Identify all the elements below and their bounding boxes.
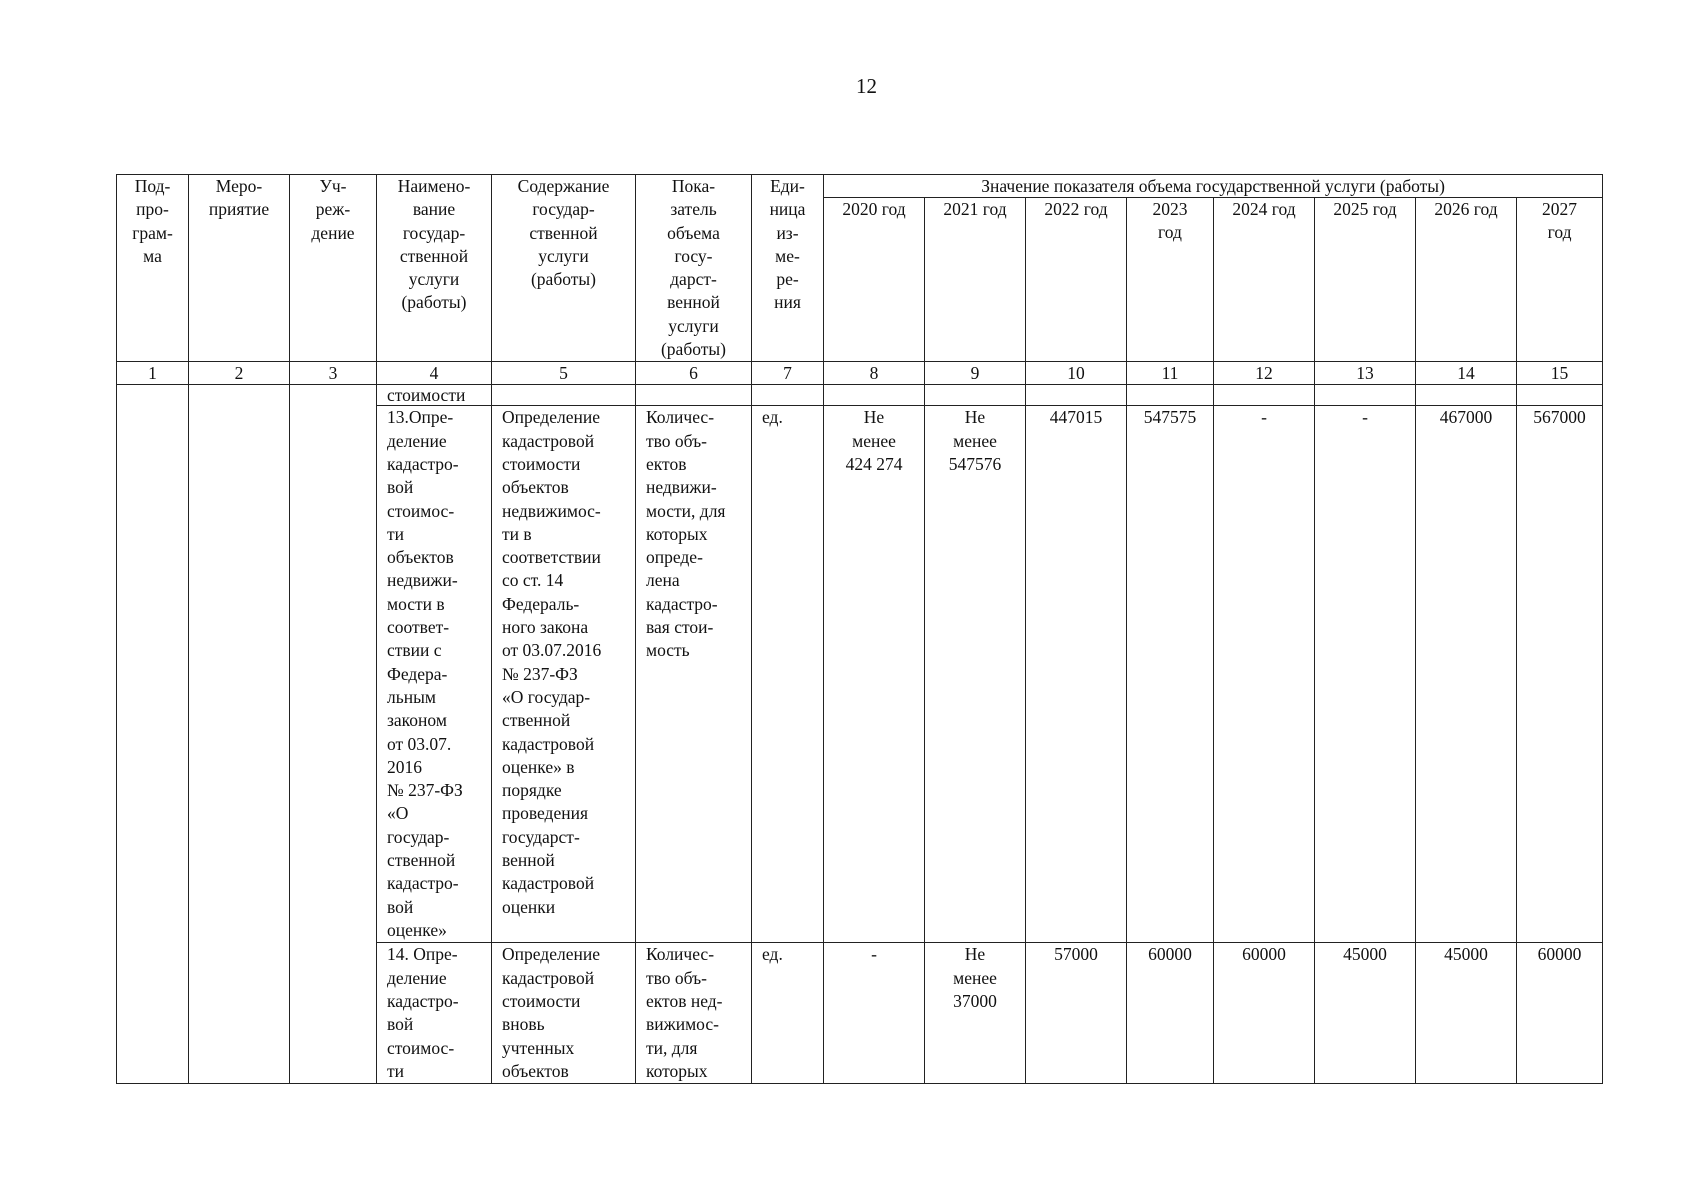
header-year-2023: 2023 год xyxy=(1127,198,1214,362)
column-number: 7 xyxy=(752,362,824,385)
column-number: 9 xyxy=(925,362,1026,385)
value-2024: - xyxy=(1214,406,1315,943)
value-2020: Не менее 424 274 xyxy=(824,406,925,943)
column-number: 15 xyxy=(1517,362,1603,385)
value-2027: 567000 xyxy=(1517,406,1603,943)
column-number: 1 xyxy=(117,362,189,385)
service-content-cell: Определение кадастровой стоимости вновь учтенных объектов xyxy=(492,943,636,1084)
value-2022: 57000 xyxy=(1026,943,1127,1084)
value-2020: - xyxy=(824,943,925,1084)
column-number: 4 xyxy=(377,362,492,385)
header-year-2020: 2020 год xyxy=(824,198,925,362)
column-number: 8 xyxy=(824,362,925,385)
indicator-cell: Количес- тво объ- ектов недвижи- мости, для которых опреде- лена кадастро- вая стои- мость xyxy=(636,406,752,943)
column-number: 6 xyxy=(636,362,752,385)
activity-cell xyxy=(189,385,290,1084)
header-subprogram: Под- про- грам- ма xyxy=(117,175,189,362)
value-2024: 60000 xyxy=(1214,943,1315,1084)
value-2022: 447015 xyxy=(1026,406,1127,943)
institution-cell xyxy=(290,385,377,1084)
header-indicator-values-group: Значение показателя объема государственной услуги (работы) xyxy=(824,175,1603,198)
header-volume-indicator: Пока- затель объема госу- дарст- венной услуги (работы) xyxy=(636,175,752,362)
continuation-row xyxy=(117,385,1603,406)
page-number: 12 xyxy=(856,74,877,98)
column-number: 13 xyxy=(1315,362,1416,385)
value-2026: 467000 xyxy=(1416,406,1517,943)
column-number: 10 xyxy=(1026,362,1127,385)
header-unit: Еди- ница из- ме- ре- ния xyxy=(752,175,824,362)
value-2027: 60000 xyxy=(1517,943,1603,1084)
subprogram-cell xyxy=(117,385,189,1084)
value-2021: Не менее 547576 xyxy=(925,406,1026,943)
value-2025: 45000 xyxy=(1315,943,1416,1084)
service-name-cell: 14. Опре- деление кадастро- вой стоимос- ти xyxy=(377,943,492,1084)
value-2025: - xyxy=(1315,406,1416,943)
column-number: 12 xyxy=(1214,362,1315,385)
services-volume-table xyxy=(116,174,1603,1084)
indicator-cell: Количес- тво объ- ектов нед- вижимос- ти, для которых xyxy=(636,943,752,1084)
header-year-2024: 2024 год xyxy=(1214,198,1315,362)
header-institution: Уч- реж- дение xyxy=(290,175,377,362)
service-name-cell: 13.Опре- деление кадастро- вой стоимос- ти объектов недвижи- мости в соответ- ствии с Федера- льным законом от 03.07. 2016 № 237-ФЗ «О государ- ственной кадастро- вой оценке» xyxy=(377,406,492,943)
unit-cell: ед. xyxy=(752,406,824,943)
continuation-text: стоимости xyxy=(377,385,492,406)
header-service-name: Наимено- вание государ- ственной услуги (работы) xyxy=(377,175,492,362)
value-2023: 547575 xyxy=(1127,406,1214,943)
header-year-2027: 2027 год xyxy=(1517,198,1603,362)
column-number: 11 xyxy=(1127,362,1214,385)
column-number: 3 xyxy=(290,362,377,385)
value-2026: 45000 xyxy=(1416,943,1517,1084)
unit-cell: ед. xyxy=(752,943,824,1084)
value-2023: 60000 xyxy=(1127,943,1214,1084)
header-year-2025: 2025 год xyxy=(1315,198,1416,362)
service-content-cell: Определение кадастровой стоимости объектов недвижимос- ти в соответствии со ст. 14 Федераль- ного закона от 03.07.2016 № 237-ФЗ «О государ- ственной кадастровой оценке» в порядке проведения государст- венной кадастровой оценки xyxy=(492,406,636,943)
header-service-content: Содержание государ- ственной услуги (работы) xyxy=(492,175,636,362)
header-year-2022: 2022 год xyxy=(1026,198,1127,362)
column-number-row xyxy=(117,362,1603,385)
header-year-2026: 2026 год xyxy=(1416,198,1517,362)
column-number: 14 xyxy=(1416,362,1517,385)
header-activity: Меро- приятие xyxy=(189,175,290,362)
column-number: 2 xyxy=(189,362,290,385)
column-number: 5 xyxy=(492,362,636,385)
value-2021: Не менее 37000 xyxy=(925,943,1026,1084)
header-year-2021: 2021 год xyxy=(925,198,1026,362)
